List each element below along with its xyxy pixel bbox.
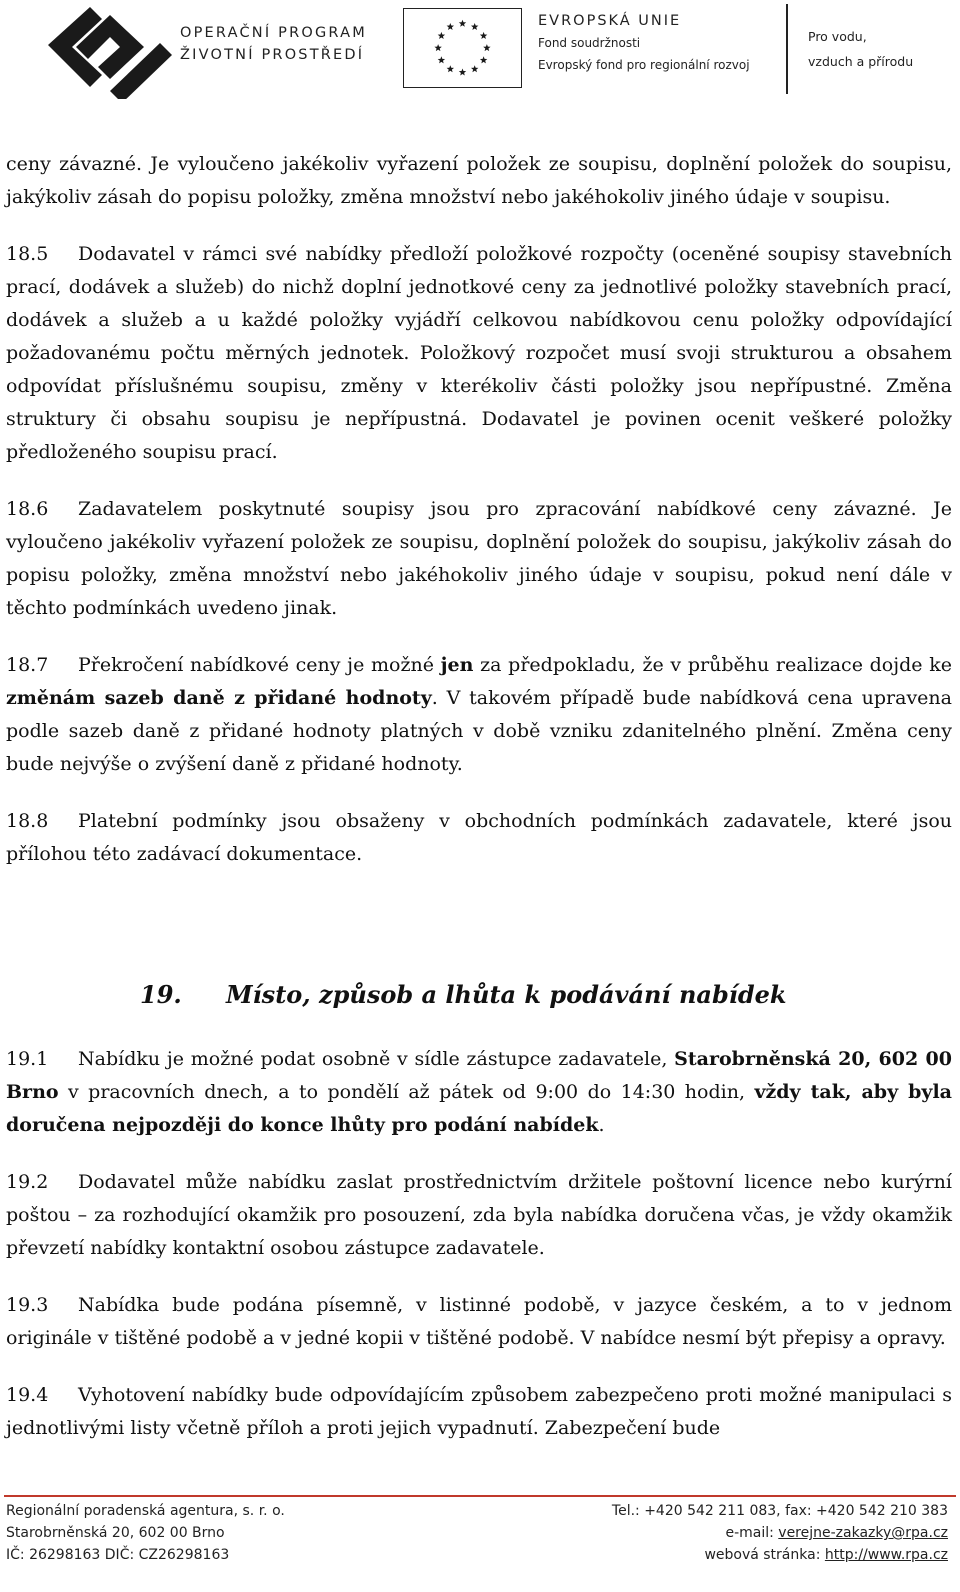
op-title-line2: ŽIVOTNÍ PROSTŘEDÍ [180,47,365,63]
eu-star-icon [434,44,441,51]
paragraph-text: . [598,1114,605,1136]
emphasis: jen [440,654,474,676]
paragraph-text: Zadavatelem poskytnuté soupisy jsou pro zpracování nabídkové ceny závazné. Je vyloučeno jakékoliv vyřazení položek ze soupisu, doplnění položek do soupisu, jakýkoliv zásah do popisu položky, změna množství nebo jakéhokoliv jiného údaje v soupisu, pokud není dále v těchto podmínkách uvedeno jinak. [6,498,952,619]
section-number: 19. [140,980,182,1009]
footer-phone: Tel.: +420 542 211 083, fax: +420 542 210 383 [611,1503,948,1519]
eu-star-icon [480,56,487,63]
eu-star-icon [447,23,454,30]
paragraph-number: 18.6 [6,498,49,520]
paragraph-number: 18.5 [6,243,49,265]
eu-star-icon [459,20,466,27]
eu-star-icon [471,23,478,30]
op-zp-title [180,22,367,66]
slogan [808,24,913,74]
paragraph-number: 18.7 [6,654,49,676]
emphasis: změnám sazeb daně z přidané hodnoty [6,687,432,709]
paragraph-text: Nabídku je možné podat osobně v sídle zástupce zadavatele, [78,1048,675,1070]
header-divider [786,4,788,94]
paragraph-18-7 [6,649,952,781]
paragraph-19-1 [6,1043,952,1142]
paragraph-number: 18.8 [6,810,49,832]
paragraph-text: Dodavatel v rámci své nabídky předloží položkové rozpočty (oceněné soupisy stavebních prací, dodávek a služeb) do nichž doplní jednotkové ceny za jednotlivé položky stavebních prací, dodávek a služeb a u každé položky vyjádří celkovou nabídkovou cenu položky odpovídající požadovanému počtu měrných jednotek. Položkový rozpočet musí svoji strukturou a obsahem odpovídat příslušnému soupisu, změny v kterékoliv části položky jsou nepřípustné. Změna struktury či obsahu soupisu je nepřípustná. Dodavatel je povinen ocenit veškeré položky předloženého soupisu prací. [6,243,952,463]
eu-star-icon [459,68,466,75]
eu-star-icon [471,65,478,72]
eu-title: EVROPSKÁ UNIE [538,13,682,29]
page-header [0,0,960,110]
op-zp-logo-icon [40,3,180,99]
paragraph-text: Dodavatel může nabídku zaslat prostřednictvím držitele poštovní licence nebo kurýrní poštou – za rozhodující okamžik pro posouzení, zda byla nabídka doručena včas, je vždy okamžik převzetí nabídky kontaktní osobou zástupce zadavatele. [6,1171,952,1259]
footer-web-label: webová stránka: [704,1547,825,1563]
eu-fund-info [538,10,750,76]
paragraph-text: . V takovém případě bude nabídková cena upravena podle sazeb daně z přidané hodnoty platných v době vzniku zdanitelného plnění. Změna ceny bude nejvýše o zvýšení daně z přidané hodnoty. [6,687,952,775]
footer-ids: IČ: 26298163 DIČ: CZ26298163 [6,1547,230,1563]
document-body [6,148,952,895]
slogan-line2: vzduch a přírodu [808,54,914,69]
email-link[interactable]: verejne-zakazky@rpa.cz [778,1525,948,1541]
footer-email-row [612,1522,948,1544]
paragraph-18-6 [6,493,952,625]
footer-web-row [612,1544,948,1566]
emphasis: Starobrněnská 20, 602 00 Brno [6,1048,952,1103]
slogan-line1: Pro vodu, [808,29,867,44]
paragraph-number: 19.2 [6,1171,49,1193]
eu-fund-line-2: Evropský fond pro regionální rozvoj [538,58,750,72]
paragraph-18-8 [6,805,952,871]
eu-star-icon [483,44,490,51]
footer-company-info [6,1500,285,1566]
section-heading-19 [140,980,787,1009]
paragraph-18-5 [6,238,952,469]
document-body-section-19 [6,1043,952,1469]
paragraph-text: Vyhotovení nabídky bude odpovídajícím způsobem zabezpečeno proti možné manipulaci s jednotlivými listy včetně příloh a proti jejich vypadnutí. Zabezpečení bude [6,1384,952,1439]
footer-email-label: e-mail: [725,1525,779,1541]
eu-star-icon [438,32,445,39]
emphasis: vždy tak, aby byla doručena nejpozději do konce lhůty pro podání nabídek [6,1081,952,1136]
paragraph-text: v pracovních dnech, a to pondělí až pátek od 9:00 do 14:30 hodin, [58,1081,755,1103]
paragraph-continued: ceny závazné. Je vyloučeno jakékoliv vyřazení položek ze soupisu, doplnění položek do soupisu, jakýkoliv zásah do popisu položky, změna množství nebo jakéhokoliv jiného údaje v soupisu. [6,153,952,208]
paragraph-number: 19.1 [6,1048,49,1070]
paragraph-text: Nabídka bude podána písemně, v listinné podobě, v jazyce českém, a to v jednom originále v tištěné podobě a v jedné kopii v tištěné podobě. V nabídce nesmí být přepisy a opravy. [6,1294,952,1349]
eu-star-icon [480,32,487,39]
eu-fund-line: Fond soudržnosti [538,36,641,50]
eu-flag-icon [403,8,522,88]
paragraph-text: za předpokladu, že v průběhu realizace dojde ke [473,654,952,676]
footer-address: Starobrněnská 20, 602 00 Brno [6,1525,225,1541]
paragraph-number: 19.4 [6,1384,49,1406]
paragraph-number: 19.3 [6,1294,49,1316]
paragraph-text: Platební podmínky jsou obsaženy v obchodních podmínkách zadavatele, které jsou přílohou této zadávací dokumentace. [6,810,952,865]
section-title: Místo, způsob a lhůta k podávání nabídek [226,980,787,1009]
footer-company: Regionální poradenská agentura, s. r. o. [6,1503,285,1519]
website-link[interactable]: http://www.rpa.cz [824,1547,948,1563]
op-title-line1: OPERAČNÍ PROGRAM [180,25,367,41]
footer-contact-info [612,1500,948,1566]
footer-divider [4,1495,956,1497]
paragraph-19-2 [6,1166,952,1265]
eu-star-icon [447,65,454,72]
paragraph-19-3 [6,1289,952,1355]
paragraph-text: Překročení nabídkové ceny je možné [78,654,441,676]
eu-star-icon [438,56,445,63]
paragraph-19-4 [6,1379,952,1445]
